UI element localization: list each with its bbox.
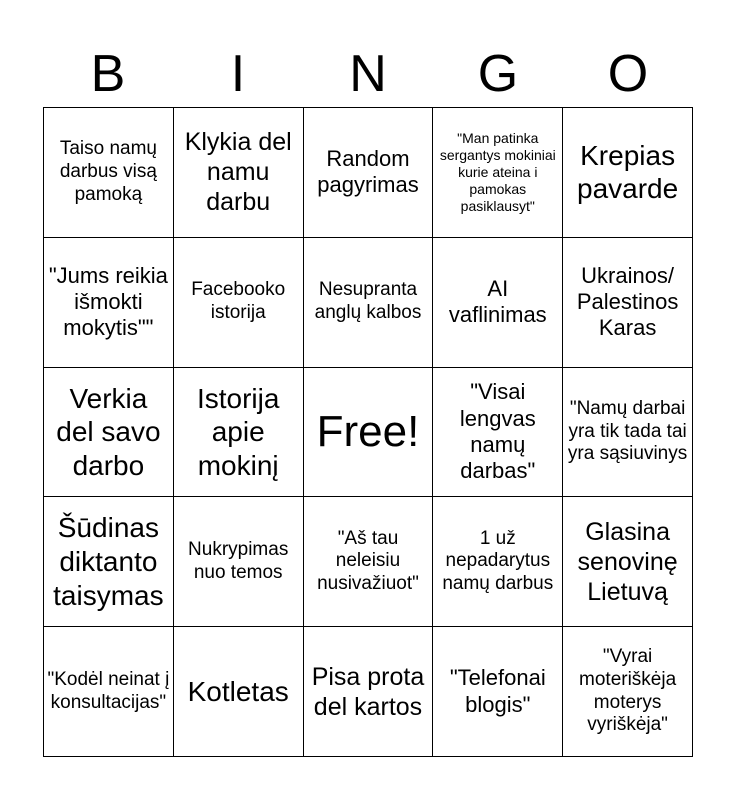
cell-text: Šūdinas diktanto taisymas: [53, 512, 164, 611]
bingo-cell[interactable]: [174, 238, 304, 368]
cell-text: "Visai lengvas namų darbas": [459, 379, 536, 484]
cell-text: Nesupranta anglų kalbos: [314, 279, 422, 324]
cell-text: 1 už nepadarytus namų darbus: [442, 527, 554, 595]
bingo-header: [43, 40, 693, 108]
bingo-cell[interactable]: [563, 108, 693, 238]
bingo-cell[interactable]: [304, 497, 434, 627]
bingo-cell[interactable]: [304, 108, 434, 238]
cell-text: AI vaflinimas: [448, 275, 547, 328]
bingo-cell[interactable]: [44, 238, 174, 368]
cell-text: "Kodėl neinat į konsultacijas": [47, 668, 170, 713]
cell-text: Facebooko istorija: [191, 279, 286, 324]
bingo-cell[interactable]: [433, 627, 563, 757]
bingo-cell[interactable]: [433, 108, 563, 238]
header-letter-o: O: [607, 45, 649, 103]
bingo-grid: [43, 107, 693, 757]
header-letter-g: G: [477, 45, 519, 103]
bingo-cell[interactable]: [174, 497, 304, 627]
cell-text: Istorija apie mokinį: [196, 382, 280, 481]
bingo-cell[interactable]: [563, 368, 693, 498]
bingo-cell[interactable]: [174, 368, 304, 498]
cell-text: "Aš tau neleisiu nusivažiuot": [317, 527, 419, 595]
cell-text: Ukrainos/ Palestinos Karas: [576, 262, 679, 341]
bingo-cell[interactable]: [304, 627, 434, 757]
bingo-cell[interactable]: [563, 497, 693, 627]
header-letter-i: I: [230, 45, 246, 103]
cell-text: Krepias pavarde: [577, 139, 679, 205]
bingo-cell[interactable]: [44, 627, 174, 757]
bingo-cell[interactable]: [304, 238, 434, 368]
bingo-cell[interactable]: [433, 238, 563, 368]
bingo-cell[interactable]: [44, 108, 174, 238]
cell-text: Kotletas: [187, 675, 289, 707]
bingo-cell[interactable]: [174, 108, 304, 238]
cell-text: Pisa prota del kartos: [311, 662, 425, 721]
cell-text: "Telefonai blogis": [449, 665, 546, 717]
cell-text: "Namų darbai yra tik tada tai yra sąsiuvinys: [567, 397, 688, 465]
cell-text: Klykia del namu darbu: [184, 128, 292, 217]
free-text: Free!: [316, 406, 420, 456]
bingo-cell[interactable]: [563, 238, 693, 368]
header-letter-b: B: [90, 45, 126, 103]
bingo-cell[interactable]: [44, 368, 174, 498]
bingo-cell[interactable]: [174, 627, 304, 757]
cell-text: "Vyrai moteriškėja moterys vyriškėja": [579, 646, 677, 736]
cell-text: "Jums reikia išmokti mokytis"": [48, 262, 168, 341]
bingo-cell[interactable]: [433, 497, 563, 627]
free-cell[interactable]: [304, 368, 434, 498]
cell-text: Glasina senovinę Lietuvą: [577, 517, 678, 606]
bingo-cell[interactable]: [433, 368, 563, 498]
cell-text: Nukrypimas nuo temos: [188, 538, 289, 583]
header-letter-n: N: [349, 45, 387, 103]
cell-text: Taiso namų darbus visą pamoką: [59, 138, 157, 205]
cell-text: "Man patinka sergantys mokiniai kurie ateina i pamokas pasiklausyt": [439, 130, 556, 214]
bingo-cell[interactable]: [563, 627, 693, 757]
cell-text: Verkia del savo darbo: [56, 382, 161, 481]
cell-text: Random pagyrimas: [317, 146, 419, 198]
bingo-cell[interactable]: [44, 497, 174, 627]
